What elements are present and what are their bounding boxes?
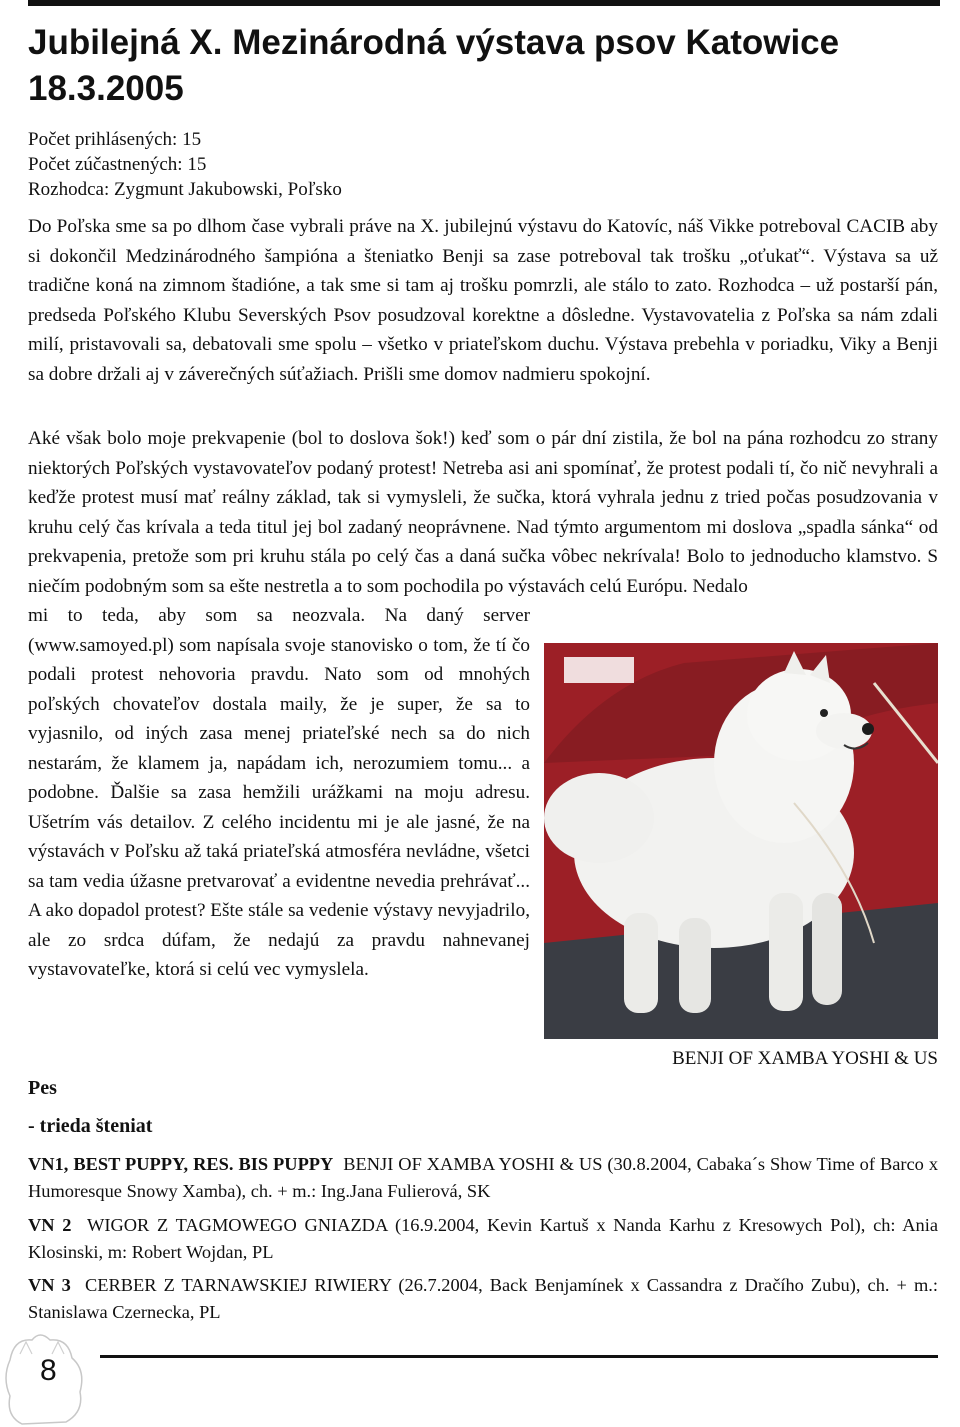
entry-details: WIGOR Z TAGMOWEGO GNIAZDA (16.9.2004, Kevin Kartuš x Nanda Karhu z Kresowych Pol), ch: Ania Klosinski, m: Robert Wojdan, PL <box>28 1215 939 1262</box>
result-entry <box>28 1151 938 1205</box>
entry-placing: VN1, BEST PUPPY, RES. BIS PUPPY <box>28 1154 334 1174</box>
samoyed-illustration <box>544 643 938 1039</box>
top-rule <box>28 0 940 6</box>
class-heading: - trieda šteniat <box>28 1115 153 1137</box>
entry-details: CERBER Z TARNAWSKIEJ RIWIERY (26.7.2004, Back Benjamínek x Cassandra z Dračího Zubu), ch. + m.: Stanislawa Czernecka, PL <box>28 1275 939 1322</box>
entry-placing: VN 3 <box>28 1275 71 1295</box>
entry-placing: VN 2 <box>28 1215 72 1235</box>
show-info <box>28 127 342 202</box>
article-paragraph-1: Do Poľska sme sa po dlhom čase vybrali práve na X. jubilejnú výstavu do Katovíc, náš Vikke potreboval CACIB aby si dokončil Medzinárodného šampióna a šteniatko Benji sa zase potreboval tak trošku „oťukať“. Výstava sa už tradične koná na zimnom štadióne, a tak sme si tam aj trošku pomrzli, ale stálo to zato. Rozhodca – už postarší pán, predseda Poľského Klubu Severských Psov posudzoval korektne a dôsledne. Vystavovatelia z Poľska sa nám zdali milí, pristavovali sa, debatovali sme spolu – všetko v priateľskom duchu. Výstava prebehla v poriadku, Viky a Benji sa dobre držali aj v záverečných súťažiach. Prišli sme domov nadmieru spokojní. <box>28 216 938 385</box>
article-title: Jubilejná X. Mezinárodná výstava psov Katowice 18.3.2005 <box>28 23 840 108</box>
entries-present: Počet zúčastnených: 15 <box>28 154 207 175</box>
paragraph-2-wrapped: mi to teda, aby som sa neozvala. Na daný server (www.samoyed.pl) som napísala svoje stanovisko o tom, že tí čo podali protest nehovoria pravdu. Nato som od mnohých poľských chovateľov dostala maily, že je super, že sa to vyjasnilo, od iných zasa menej priateľské nech sa do nich nestarám, že klamem ja, napádam ich, nerozumiem tomu... a podobne. Ďalšie sa zasa hemžili urážkami na moju adresu. Ušetrím vás detailov. Z celého incidentu mi je ale jasné, že na výstavách v Poľsku až taká priateľská atmosféra nevládne, všetci sa tam vedia úžasne pretvarovať a evidentne nevedia prehrávať... A ako dopadol protest? Ešte stále sa vedenie výstavy nevyjadrilo, ale zo srdca dúfam, že nedajú za pravdu nahnevanej vystavovateľke, ktorá si celú vec vymyslela. <box>28 605 530 980</box>
photo-caption: BENJI OF XAMBA YOSHI & US <box>672 1048 938 1069</box>
paragraph-2-full-width: Aké však bolo moje prekvapenie (bol to doslova šok!) keď som o pár dní zistila, že bol na pána rozhodcu zo strany niektorých Poľských vystavovateľov podaný protest! Netreba asi ani spomínať, že protest podali tí, čo nič nevyhrali a keďže protest musí mať reálny základ, tak si vymysleli, že sučka, ktorá vyhrala jednu z tried počas posudzovania v kruhu celý čas krívala a teda titul jej bol zadaný neoprávnene. Nad týmto argumentom mi doslova „spadla sánka“ od prekvapenia, pretože som pri kruhu stála po celý čas a daná sučka vôbec nekrívala! Bolo to jednoducho klamstvo. S niečím podobným som sa ešte nestretla a to som pochodila po výstavách celú Európu. Nedalo <box>28 428 938 597</box>
result-entry <box>28 1272 938 1326</box>
entries-registered: Počet prihlásených: 15 <box>28 129 202 150</box>
footer-rule <box>100 1355 938 1358</box>
result-entry <box>28 1212 938 1266</box>
section-heading: Pes <box>28 1077 57 1099</box>
dog-photo <box>544 643 938 1039</box>
page-number: 8 <box>40 1354 57 1387</box>
judge-info: Rozhodca: Zygmunt Jakubowski, Poľsko <box>28 179 342 200</box>
entry-details: BENJI OF XAMBA YOSHI & US (30.8.2004, Cabaka´s Show Time of Barco x Humoresque Snowy Xamba), ch. + m.: Ing.Jana Fulierová, SK <box>28 1154 939 1201</box>
